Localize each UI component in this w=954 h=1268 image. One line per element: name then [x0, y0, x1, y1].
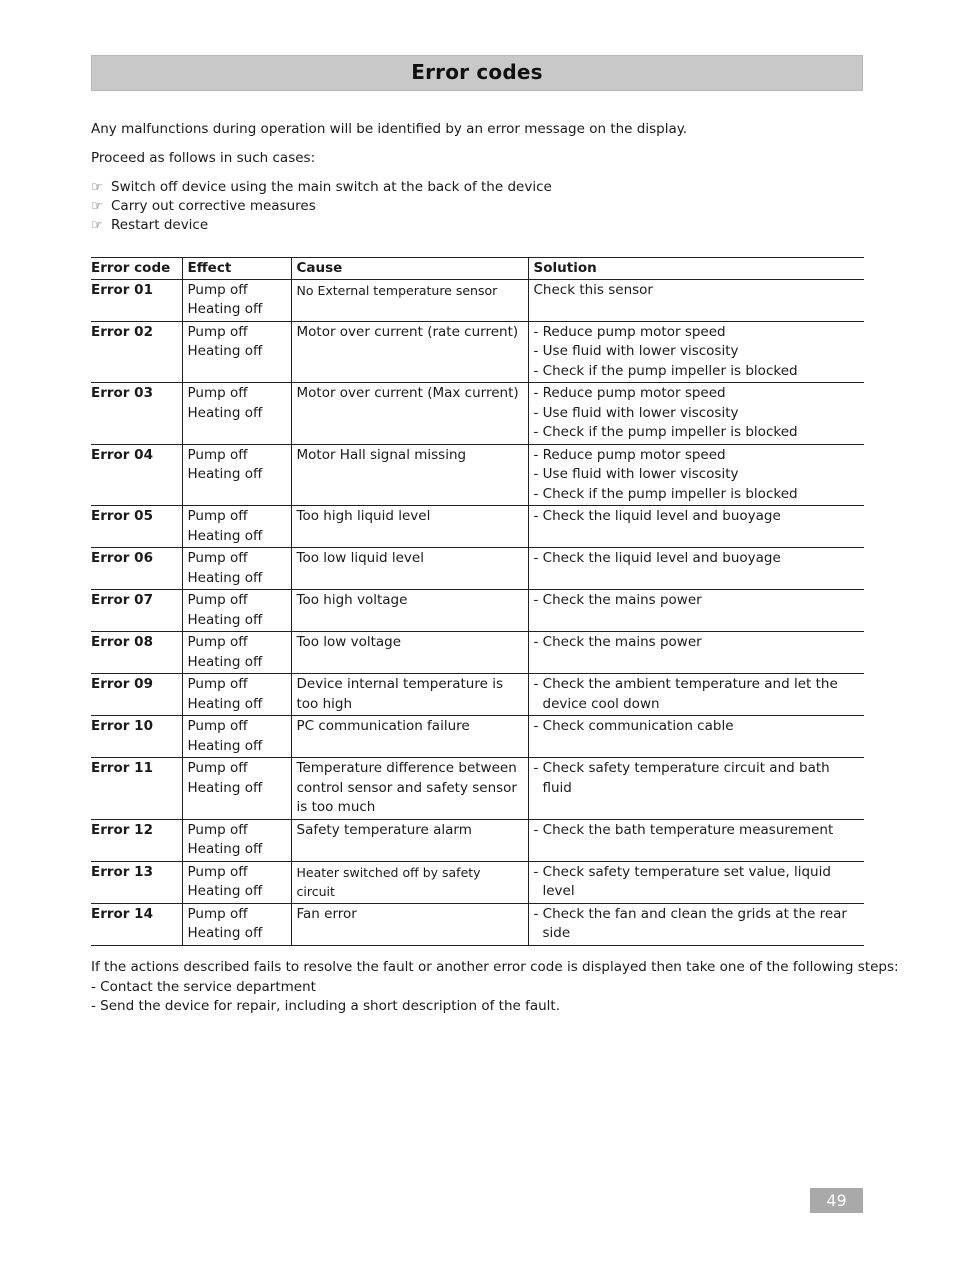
solution-line: - Check safety temperature set value, liquid level	[533, 863, 831, 899]
table-row	[91, 861, 864, 903]
cause-cell: Fan error	[291, 903, 528, 945]
effect-line: Heating off	[187, 925, 263, 941]
table-row	[91, 279, 864, 321]
solution-cell	[528, 674, 864, 716]
effect-line: Heating off	[187, 301, 263, 317]
header-error-code: Error code	[91, 258, 182, 280]
step-text: Switch off device using the main switch at the back of the device	[111, 178, 552, 195]
title-bar	[91, 55, 863, 91]
solution-cell	[528, 716, 864, 758]
pointing-hand-icon: ☞	[91, 179, 103, 195]
solution-line: - Check the mains power	[533, 634, 702, 650]
table-row	[91, 758, 864, 820]
effect-line: Pump off	[187, 863, 248, 880]
solution-line: - Reduce pump motor speed	[533, 446, 726, 463]
effect-cell	[182, 548, 291, 590]
step-item	[91, 178, 552, 197]
cause-cell: Too low liquid level	[291, 548, 528, 590]
page-number: 49	[810, 1188, 863, 1213]
pointing-hand-icon: ☞	[91, 198, 103, 214]
header-cause: Cause	[291, 258, 528, 280]
effect-line: Heating off	[187, 343, 263, 359]
solution-line: - Use fluid with lower viscosity	[533, 466, 739, 482]
solution-cell	[528, 548, 864, 590]
effect-line: Pump off	[187, 634, 248, 650]
error-code-cell: Error 09	[91, 674, 182, 716]
error-code-cell: Error 03	[91, 383, 182, 445]
step-text: Carry out corrective measures	[111, 197, 316, 214]
table-row	[91, 444, 864, 506]
effect-line: Pump off	[187, 821, 248, 838]
error-code-cell: Error 02	[91, 321, 182, 383]
error-code-cell: Error 12	[91, 819, 182, 861]
steps-list	[91, 178, 552, 235]
error-rows	[91, 279, 864, 945]
table-row	[91, 590, 864, 632]
error-code-cell: Error 10	[91, 716, 182, 758]
table-row	[91, 674, 864, 716]
effect-line: Pump off	[187, 323, 248, 340]
solution-cell	[528, 819, 864, 861]
effect-line: Heating off	[187, 569, 263, 586]
footer-line: If the actions described fails to resolve the fault or another error code is displayed then take one of the following steps:	[91, 959, 899, 975]
effect-line: Heating off	[187, 527, 263, 544]
effect-line: Heating off	[187, 841, 263, 857]
effect-cell	[182, 590, 291, 632]
effect-cell	[182, 279, 291, 321]
effect-cell	[182, 674, 291, 716]
effect-cell	[182, 716, 291, 758]
effect-cell	[182, 383, 291, 445]
error-code-cell: Error 13	[91, 861, 182, 903]
effect-line: Heating off	[187, 695, 263, 712]
step-text: Restart device	[111, 216, 209, 233]
error-code-cell: Error 05	[91, 506, 182, 548]
solution-cell	[528, 903, 864, 945]
cause-cell: Too low voltage	[291, 632, 528, 674]
solution-line: - Check communication cable	[533, 718, 734, 734]
intro-text: Any malfunctions during operation will be identified by an error message on the display.	[91, 121, 688, 137]
table-row	[91, 632, 864, 674]
cause-cell: Motor over current (Max current)	[291, 383, 528, 445]
effect-line: Pump off	[187, 676, 248, 692]
effect-cell	[182, 758, 291, 820]
effect-line: Pump off	[187, 508, 248, 524]
effect-cell	[182, 506, 291, 548]
effect-cell	[182, 632, 291, 674]
solution-line: - Check safety temperature circuit and bath fluid	[533, 760, 830, 796]
effect-cell	[182, 903, 291, 945]
table-header-row	[91, 258, 864, 280]
step-item	[91, 216, 552, 235]
solution-cell	[528, 321, 864, 383]
solution-cell	[528, 632, 864, 674]
cause-cell: Temperature difference between control sensor and safety sensor is too much	[291, 758, 528, 820]
footer-line: - Send the device for repair, including a short description of the fault.	[91, 998, 561, 1014]
page-title: Error codes	[411, 60, 543, 85]
effect-line: Pump off	[187, 385, 248, 401]
cause-cell: Too high liquid level	[291, 506, 528, 548]
solution-line: - Check the liquid level and buoyage	[533, 550, 781, 566]
cause-cell: Heater switched off by safety circuit	[291, 861, 528, 903]
error-codes-table	[91, 257, 864, 946]
cause-cell: Motor Hall signal missing	[291, 444, 528, 506]
footer-text	[91, 958, 899, 1017]
solution-line: - Reduce pump motor speed	[533, 385, 726, 401]
table-row	[91, 903, 864, 945]
effect-line: Pump off	[187, 760, 248, 776]
solution-line: - Check the mains power	[533, 592, 702, 608]
solution-cell	[528, 444, 864, 506]
solution-line: - Check the bath temperature measurement	[533, 821, 834, 838]
effect-line: Heating off	[187, 404, 263, 421]
error-code-cell: Error 11	[91, 758, 182, 820]
effect-line: Pump off	[187, 905, 248, 922]
solution-line: - Use fluid with lower viscosity	[533, 343, 739, 359]
effect-line: Heating off	[187, 653, 263, 670]
table-row	[91, 383, 864, 445]
cause-cell: Safety temperature alarm	[291, 819, 528, 861]
effect-cell	[182, 861, 291, 903]
effect-cell	[182, 321, 291, 383]
cause-cell: Too high voltage	[291, 590, 528, 632]
solution-line: - Reduce pump motor speed	[533, 323, 726, 340]
effect-cell	[182, 819, 291, 861]
effect-line: Pump off	[187, 281, 248, 298]
solution-cell	[528, 861, 864, 903]
effect-line: Heating off	[187, 466, 263, 482]
error-code-cell: Error 14	[91, 903, 182, 945]
effect-line: Pump off	[187, 592, 248, 608]
effect-line: Pump off	[187, 550, 248, 566]
solution-cell	[528, 279, 864, 321]
error-code-cell: Error 07	[91, 590, 182, 632]
solution-cell	[528, 758, 864, 820]
solution-line: - Check the fan and clean the grids at the rear side	[533, 905, 847, 941]
solution-line: - Check the liquid level and buoyage	[533, 508, 781, 524]
effect-line: Heating off	[187, 737, 263, 754]
cause-cell: PC communication failure	[291, 716, 528, 758]
cause-cell: Motor over current (rate current)	[291, 321, 528, 383]
effect-line: Pump off	[187, 446, 248, 463]
solution-line: - Use fluid with lower viscosity	[533, 404, 739, 421]
table-row	[91, 716, 864, 758]
header-solution: Solution	[528, 258, 864, 280]
error-code-cell: Error 06	[91, 548, 182, 590]
solution-cell	[528, 383, 864, 445]
error-code-cell: Error 08	[91, 632, 182, 674]
effect-line: Heating off	[187, 883, 263, 899]
cause-cell: No External temperature sensor	[291, 279, 528, 321]
cause-cell: Device internal temperature is too high	[291, 674, 528, 716]
footer-line: - Contact the service department	[91, 978, 316, 995]
header-effect: Effect	[182, 258, 291, 280]
table-row	[91, 506, 864, 548]
effect-line: Heating off	[187, 779, 263, 796]
effect-line: Heating off	[187, 611, 263, 628]
table-row	[91, 819, 864, 861]
solution-line: - Check if the pump impeller is blocked	[533, 485, 798, 502]
error-code-cell: Error 04	[91, 444, 182, 506]
effect-cell	[182, 444, 291, 506]
solution-line: - Check if the pump impeller is blocked	[533, 362, 798, 379]
solution-line: Check this sensor	[533, 281, 653, 298]
solution-cell	[528, 506, 864, 548]
table-row	[91, 321, 864, 383]
step-item	[91, 197, 552, 216]
error-code-cell: Error 01	[91, 279, 182, 321]
effect-line: Pump off	[187, 718, 248, 734]
proceed-text: Proceed as follows in such cases:	[91, 150, 316, 166]
solution-line: - Check if the pump impeller is blocked	[533, 424, 798, 440]
solution-line: - Check the ambient temperature and let the device cool down	[533, 676, 838, 712]
pointing-hand-icon: ☞	[91, 217, 103, 233]
solution-cell	[528, 590, 864, 632]
table-row	[91, 548, 864, 590]
